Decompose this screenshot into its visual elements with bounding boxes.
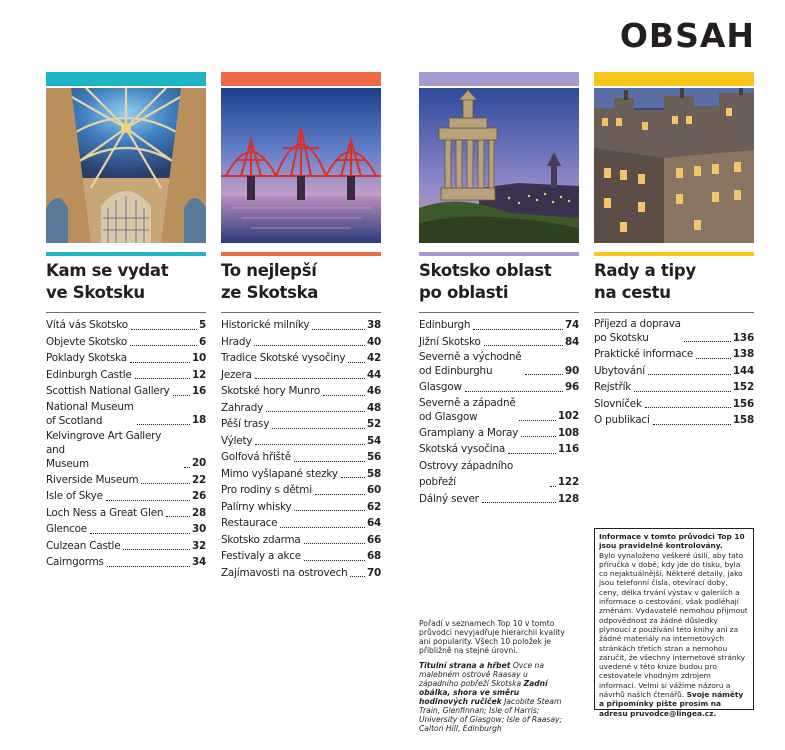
- dot-leader: [550, 486, 556, 487]
- toc-entry-page: 46: [366, 385, 381, 397]
- toc-entry-page: 64: [366, 517, 381, 529]
- toc-entry-label: Skotsko zdarma: [221, 533, 301, 546]
- dot-leader: [484, 345, 563, 346]
- dot-leader: [508, 453, 556, 454]
- toc-entry-page: 44: [366, 368, 381, 381]
- toc-entry-page: 26: [191, 490, 206, 502]
- toc-entry[interactable]: [221, 416, 381, 433]
- toc-entry-page: 90: [564, 364, 579, 377]
- toc-entry[interactable]: [221, 548, 381, 565]
- section-color-bar: [46, 72, 206, 86]
- dot-leader: [255, 444, 365, 445]
- toc-entry[interactable]: [419, 396, 579, 425]
- toc-entry-label: Jižní Skotsko: [419, 335, 481, 348]
- dot-leader: [341, 477, 365, 478]
- toc-entry-page: 32: [191, 539, 206, 552]
- divider: [221, 312, 381, 313]
- toc-entry[interactable]: [594, 317, 754, 346]
- toc-entry[interactable]: [46, 367, 206, 384]
- toc-entry-label: Vítá vás Skotsko: [46, 319, 128, 331]
- section-title: [46, 260, 206, 304]
- toc-entry-page: 84: [564, 335, 579, 348]
- toc-entry-page: 42: [366, 352, 381, 364]
- divider: [46, 312, 206, 313]
- toc-entry-page: 70: [366, 566, 381, 579]
- toc-entry-page: 128: [557, 492, 579, 505]
- toc-entry-label: Kelvingrove Art Gallery and Museum: [46, 429, 162, 470]
- toc-list: [46, 317, 206, 571]
- divider: [419, 312, 579, 313]
- toc-entry[interactable]: [419, 334, 579, 351]
- toc-entry-page: 144: [732, 364, 754, 377]
- toc-entry-page: 10: [191, 352, 206, 364]
- toc-entry-label: Golfová hřiště: [221, 451, 291, 463]
- toc-entry[interactable]: [46, 400, 206, 429]
- cathedral-vaulted-ceiling-image: [46, 88, 206, 243]
- toc-entry-page: 28: [191, 506, 206, 519]
- toc-entry-page: 158: [732, 414, 754, 426]
- cover-label: Titulní strana a hřbet: [419, 661, 511, 670]
- dot-leader: [482, 502, 556, 503]
- toc-list: [594, 317, 754, 429]
- section-color-bar: [221, 72, 381, 86]
- toc-entry[interactable]: [419, 350, 579, 379]
- toc-entry-label: Cairngorms: [46, 556, 104, 568]
- toc-entry-label: Riverside Museum: [46, 473, 139, 486]
- toc-entry-page: 108: [557, 426, 579, 439]
- toc-entry-label: Příjezd a doprava po Skotsku: [594, 318, 681, 344]
- divider: [594, 312, 754, 313]
- toc-entry-label: Scottish National Gallery: [46, 385, 170, 397]
- toc-entry-label: Severně a západně od Glasgow: [419, 396, 516, 423]
- section-title: [221, 260, 381, 304]
- dot-leader: [280, 527, 365, 528]
- dot-leader: [294, 510, 364, 511]
- toc-entry-page: 122: [557, 476, 579, 488]
- dot-leader: [304, 560, 365, 561]
- dot-leader: [323, 395, 365, 396]
- toc-entry-label: Pro rodiny s dětmi: [221, 484, 312, 496]
- section-skotsko-oblast: [419, 72, 579, 507]
- toc-entry-label: Historické milníky: [221, 319, 310, 331]
- toc-entry-page: 60: [366, 484, 381, 496]
- toc-entry-label: Praktické informace: [594, 348, 694, 360]
- dot-leader: [350, 576, 364, 577]
- page-title: OBSAH: [619, 16, 755, 55]
- toc-entry[interactable]: [46, 538, 206, 555]
- dot-leader: [123, 549, 190, 550]
- section-color-bar: [594, 72, 754, 86]
- toc-entry[interactable]: [46, 505, 206, 522]
- dot-leader: [519, 420, 556, 421]
- dot-leader: [90, 533, 190, 534]
- toc-entry-page: 40: [366, 335, 381, 348]
- toc-entry[interactable]: [594, 396, 754, 413]
- toc-entry-page: 48: [366, 401, 381, 414]
- toc-entry-page: 6: [198, 335, 206, 348]
- info-contact: Svoje náměty a připomínky pište prosím na adresu pruvodce@lingea.cz.: [599, 690, 744, 718]
- toc-entry[interactable]: [594, 346, 754, 363]
- dot-leader: [254, 345, 365, 346]
- section-title-line2: na cestu: [594, 283, 671, 302]
- forth-bridge-at-dusk-image: [221, 88, 381, 243]
- toc-entry-label: Dálný sever: [419, 492, 479, 505]
- section-rule: [419, 252, 579, 256]
- dot-leader: [348, 362, 365, 363]
- section-title-line1: Rady a tipy: [594, 261, 696, 280]
- toc-entry-page: 54: [366, 434, 381, 447]
- section-rule: [594, 252, 754, 256]
- dot-leader: [684, 341, 731, 342]
- toc-entry[interactable]: [221, 317, 381, 334]
- section-title-line1: Kam se vydat: [46, 261, 169, 280]
- back-label: Zadní obálka, shora ve směru hodinových ručiček: [419, 679, 548, 706]
- toc-entry-page: 138: [732, 348, 754, 360]
- dot-leader: [131, 329, 197, 330]
- toc-entry[interactable]: [594, 412, 754, 429]
- toc-entry-page: 66: [366, 533, 381, 546]
- dot-leader: [304, 543, 365, 544]
- section-title: [594, 260, 754, 304]
- dot-leader: [255, 378, 365, 379]
- toc-entry[interactable]: [46, 350, 206, 367]
- toc-entry-label: Mimo vyšlapané stezky: [221, 467, 338, 480]
- toc-entry-page: 16: [191, 385, 206, 397]
- toc-entry-page: 74: [564, 319, 579, 331]
- toc-entry[interactable]: [46, 488, 206, 505]
- toc-entry-label: Tradice Skotské vysočiny: [221, 352, 346, 364]
- toc-list: [419, 317, 579, 507]
- toc-entry[interactable]: [46, 554, 206, 571]
- toc-entry-label: Restaurace: [221, 517, 278, 529]
- toc-entry[interactable]: [46, 472, 206, 489]
- toc-entry-label: National Museum of Scotland: [46, 400, 134, 427]
- toc-entry-page: 5: [198, 319, 206, 331]
- dot-leader: [184, 467, 190, 468]
- section-rady-a-tipy: [594, 72, 754, 429]
- dot-leader: [130, 362, 190, 363]
- toc-entry-label: Grampiany a Moray: [419, 426, 519, 439]
- toc-entry-label: Skotské hory Munro: [221, 385, 321, 397]
- dot-leader: [696, 358, 731, 359]
- dot-leader: [648, 374, 731, 375]
- toc-entry-label: Edinburgh: [419, 319, 471, 331]
- toc-entry-label: Slovníček: [594, 397, 642, 410]
- toc-entry[interactable]: [46, 429, 206, 472]
- toc-entry[interactable]: [221, 565, 381, 582]
- dot-leader: [106, 500, 190, 501]
- toc-entry-page: 116: [557, 443, 579, 455]
- toc-entry-label: Skotská vysočina: [419, 443, 506, 455]
- toc-entry-label: Hrady: [221, 335, 252, 348]
- toc-entry[interactable]: [221, 367, 381, 384]
- toc-entry-page: 34: [191, 556, 206, 568]
- section-title-line2: ze Skotska: [221, 283, 319, 302]
- section-color-bar: [419, 72, 579, 86]
- toc-entry-page: 18: [191, 414, 206, 426]
- dot-leader: [315, 494, 365, 495]
- toc-entry-label: Zajímavosti na ostrovech: [221, 566, 348, 579]
- section-title: [419, 260, 579, 304]
- info-heading: Informace v tomto průvodci Top 10 jsou pravidelně kontrolovány.: [599, 532, 745, 551]
- toc-entry-label: Jezera: [221, 368, 252, 381]
- toc-entry-label: Poklady Skotska: [46, 352, 127, 364]
- toc-entry-page: 136: [732, 331, 754, 344]
- section-rule: [221, 252, 381, 256]
- dot-leader: [653, 424, 731, 425]
- toc-entry[interactable]: [221, 515, 381, 532]
- toc-entry-page: 62: [366, 500, 381, 513]
- dot-leader: [107, 566, 190, 567]
- toc-entry[interactable]: [221, 400, 381, 417]
- note-text: Pořadí v seznamech Top 10 v tomto průvodci nevyjadřuje hierarchii kvality ani popularity. Všech 10 položek je přibližně na stejné úrovni.: [419, 619, 565, 655]
- toc-entry[interactable]: [419, 458, 579, 491]
- dot-leader: [634, 391, 731, 392]
- dot-leader: [525, 374, 563, 375]
- section-to-nejlepsi: [221, 72, 381, 581]
- toc-entry[interactable]: [594, 379, 754, 396]
- toc-entry[interactable]: [221, 350, 381, 367]
- cover-text: Ovce na malebném ostrově Raasay u západního pobřeží Skotska: [419, 661, 545, 688]
- toc-entry-page: 52: [366, 418, 381, 430]
- toc-entry[interactable]: [46, 383, 206, 400]
- section-title-line2: po oblasti: [419, 283, 509, 302]
- toc-entry[interactable]: [221, 334, 381, 351]
- toc-entry-label: Glencoe: [46, 523, 87, 535]
- toc-entry[interactable]: [221, 482, 381, 499]
- info-box: [594, 528, 754, 718]
- toc-entry[interactable]: [419, 441, 579, 458]
- dot-leader: [312, 329, 365, 330]
- back-text: Jacobite Steam Train, Glenfinnan; Isle of Harris; University of Glasgow; Isle of Raasay; Calton Hill, Edinburgh: [419, 697, 563, 733]
- toc-entry-page: 156: [732, 397, 754, 410]
- dot-leader: [294, 461, 365, 462]
- dot-leader: [272, 428, 365, 429]
- toc-entry-page: 58: [366, 467, 381, 480]
- toc-entry[interactable]: [419, 425, 579, 442]
- toc-entry-page: 30: [191, 523, 206, 535]
- edinburgh-old-town-buildings-image: [594, 88, 754, 243]
- toc-entry-page: 38: [366, 319, 381, 331]
- section-title-line2: ve Skotsku: [46, 283, 145, 302]
- section-title-line1: To nejlepší: [221, 261, 317, 280]
- toc-entry-page: 20: [191, 457, 206, 469]
- toc-entry-label: Objevte Skotsko: [46, 335, 128, 348]
- cover-credits: [419, 661, 569, 733]
- dot-leader: [166, 516, 190, 517]
- toc-entry-label: Culzean Castle: [46, 539, 121, 552]
- toc-entry-page: 96: [564, 381, 579, 393]
- toc-entry-label: Loch Ness a Great Glen: [46, 506, 164, 519]
- toc-entry[interactable]: [221, 499, 381, 516]
- toc-entry-label: Zahrady: [221, 401, 264, 414]
- toc-entry-label: Palírny whisky: [221, 500, 292, 513]
- toc-entry[interactable]: [594, 363, 754, 380]
- dot-leader: [135, 378, 190, 379]
- toc-entry[interactable]: [221, 433, 381, 450]
- dot-leader: [130, 345, 197, 346]
- toc-entry[interactable]: [46, 334, 206, 351]
- toc-list: [221, 317, 381, 581]
- toc-entry[interactable]: [221, 466, 381, 483]
- top10-note: [419, 619, 569, 739]
- toc-entry-label: Výlety: [221, 434, 253, 447]
- calton-hill-monument-image: [419, 88, 579, 243]
- section-title-line1: Skotsko oblast: [419, 261, 552, 280]
- toc-entry-label: Edinburgh Castle: [46, 368, 132, 381]
- dot-leader: [173, 395, 190, 396]
- section-kam-se-vydat: [46, 72, 206, 571]
- toc-entry-label: Severně a východně od Edinburghu: [419, 351, 522, 377]
- toc-entry-label: Isle of Skye: [46, 490, 103, 502]
- toc-entry-label: Pěší trasy: [221, 418, 270, 430]
- dot-leader: [645, 407, 731, 408]
- toc-entry[interactable]: [46, 521, 206, 538]
- dot-leader: [465, 391, 563, 392]
- dot-leader: [473, 329, 563, 330]
- dot-leader: [137, 424, 190, 425]
- toc-entry[interactable]: [221, 383, 381, 400]
- toc-entry-label: Ubytování: [594, 364, 645, 377]
- toc-entry-label: O publikaci: [594, 414, 650, 426]
- toc-entry-label: Festivaly a akce: [221, 550, 301, 562]
- toc-entry-page: 56: [366, 451, 381, 463]
- toc-entry-label: Glasgow: [419, 381, 462, 393]
- toc-entry[interactable]: [419, 317, 579, 334]
- toc-entry[interactable]: [419, 379, 579, 396]
- toc-entry-page: 102: [557, 410, 579, 422]
- toc-entry[interactable]: [221, 449, 381, 466]
- dot-leader: [521, 436, 556, 437]
- section-rule: [46, 252, 206, 256]
- toc-entry-label: Rejstřík: [594, 381, 632, 393]
- toc-entry-page: 68: [366, 550, 381, 562]
- toc-entry[interactable]: [221, 532, 381, 549]
- toc-entry-page: 12: [191, 368, 206, 381]
- info-body: Bylo vynaloženo veškeré úsilí, aby tato příručka v době, kdy jde do tisku, byla co nejaktuálnější. Některé detaily, jako jsou telefonní čísla, otevírací doby, ceny, délka trvání výstav v galeriích a informace o cestování, však podléhají změnám. Vydavatelé nemohou přijmout odpovědnost za žádné důsledky plynoucí z používání této knihy ani za žádné materiály na internetových stránkách třetích stran a nemohou zaručit, že všechny internetové stránky uvedené v této knize budou pro cestovatele vhodným zdrojem informací. Velmi si vážíme názoru a návrhů našich čtenářů.: [599, 550, 748, 700]
- toc-entry-label: Ostrovy západního pobřeží: [419, 459, 514, 488]
- toc-entry[interactable]: [419, 491, 579, 508]
- toc-entry-page: 152: [732, 381, 754, 393]
- toc-entry[interactable]: [46, 317, 206, 334]
- dot-leader: [141, 483, 190, 484]
- dot-leader: [266, 411, 365, 412]
- toc-entry-page: 22: [191, 473, 206, 486]
